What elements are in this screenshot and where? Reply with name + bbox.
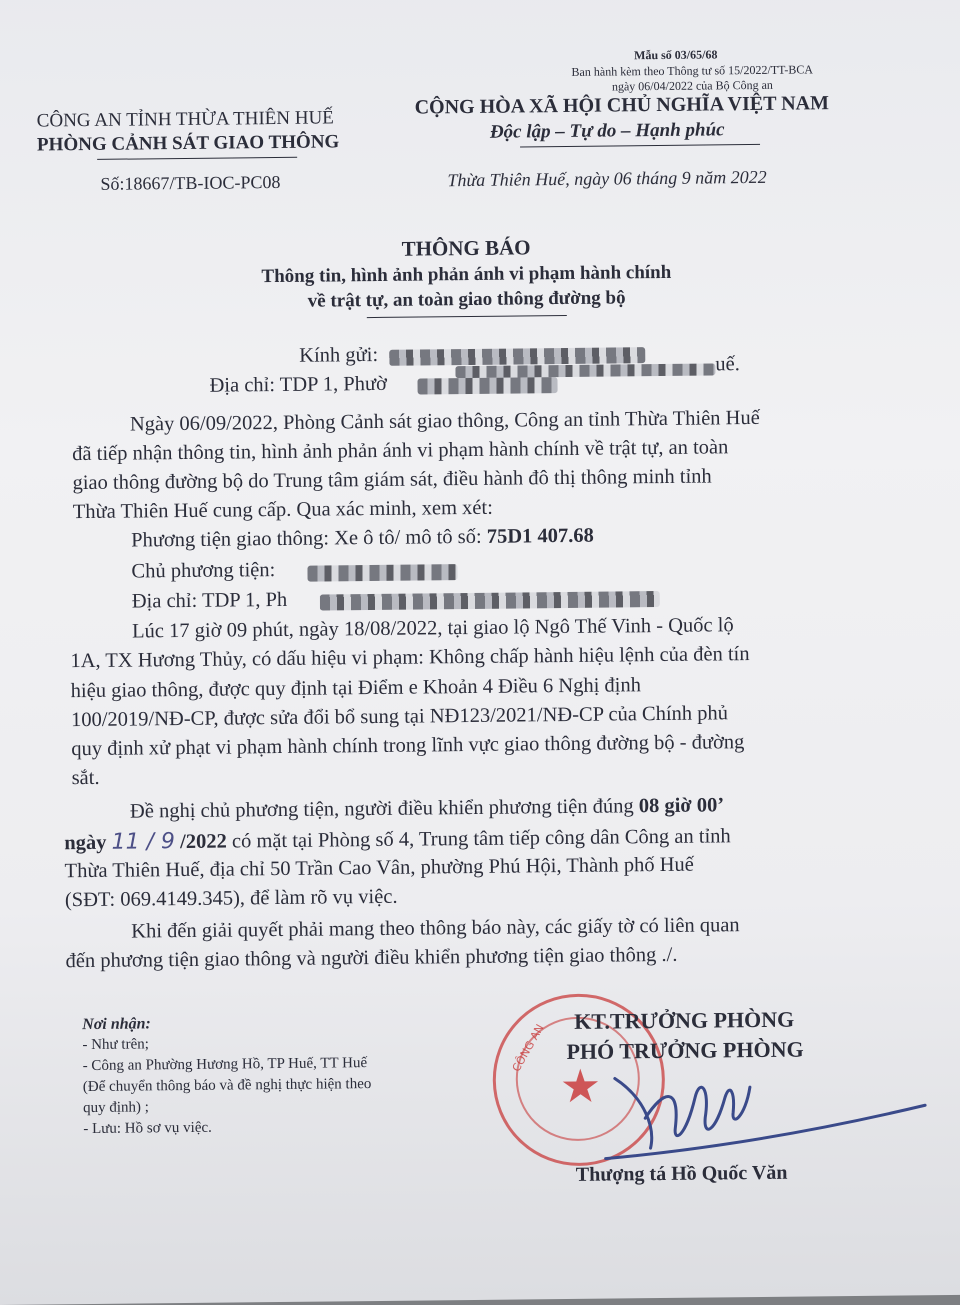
seal-text: CÔNG AN: [509, 1022, 547, 1074]
handwritten-date: 11 / 9: [111, 829, 176, 855]
year-value: /2022: [179, 830, 227, 854]
recipients-label: Nơi nhận:: [82, 1015, 151, 1034]
redacted-name: [389, 347, 645, 366]
form-note-line-2: ngày 06/04/2022 của Bộ Công an: [611, 77, 773, 94]
signature-title-1: KT.TRƯỞNG PHÒNG: [574, 1006, 795, 1034]
vehicle-label: Phương tiện giao thông: Xe ô tô/ mô tô số:: [131, 525, 482, 552]
appointment-date-line: [64, 823, 731, 855]
seal-star-icon: ★: [559, 1058, 602, 1114]
body-text: Lúc 17 giờ 09 phút, ngày 18/08/2022, tại giao lộ Ngô Thế Vinh - Quốc lộ: [131, 614, 734, 643]
recipients-block: [82, 1011, 372, 1140]
redacted-name-2: [455, 363, 715, 378]
document-number: Số:18667/TB-IOC-PC08: [100, 171, 281, 194]
body-text: Thừa Thiên Huế cung cấp. Qua xác minh, xem xét:: [72, 496, 493, 524]
signer-name: Thượng tá Hồ Quốc Văn: [575, 1161, 788, 1186]
form-note: [522, 62, 862, 96]
appointment-time: 08 giờ 00’: [638, 794, 725, 818]
document-title: THÔNG BÁO: [401, 235, 531, 261]
owner-address: Địa chỉ: TDP 1, Ph: [131, 588, 288, 613]
redacted-owner-address: [320, 591, 660, 611]
body-text: Thừa Thiên Huế, địa chỉ 50 Trần Cao Vân, phường Phú Hội, Thành phố Huế: [64, 853, 694, 883]
addressee-address: Địa chỉ: TDP 1, Phườ: [209, 372, 388, 397]
handwritten-signature: [585, 1055, 946, 1169]
body-text: Ngày 06/09/2022, Phòng Cảnh sát giao thông, Công an tỉnh Thừa Thiên Huế: [129, 406, 760, 436]
body-text: quy định xử phạt vi phạm hành chính trong lĩnh vực giao thông đường bộ - đường: [71, 731, 745, 761]
appointment-line: [130, 794, 724, 823]
license-plate: 75D1 407.68: [486, 524, 594, 548]
body-text: sắt.: [71, 766, 100, 790]
form-code: Mẫu số 03/65/68: [634, 47, 718, 63]
addressee-label: Kính gửi:: [299, 343, 379, 367]
motto-underline: [520, 144, 760, 148]
recipient-item: - Lưu: Hồ sơ vụ việc.: [83, 1119, 212, 1138]
addressee-suffix: uế.: [715, 353, 740, 376]
body-text: (SĐT: 069.4149.345), để làm rõ vụ việc.: [64, 885, 398, 912]
signature-title-2: PHÓ TRƯỞNG PHÒNG: [566, 1036, 804, 1065]
recipient-item: quy định) ;: [83, 1099, 150, 1117]
form-note-line-1: Ban hành kèm theo Thông tư số 15/2022/TT-BCA: [571, 62, 814, 79]
nation-name: CỘNG HÒA XÃ HỘI CHỦ NGHĨA VIỆT NAM: [414, 92, 830, 119]
document-subtitle-2: về trật tự, an toàn giao thông đường bộ: [307, 287, 626, 312]
motto: Độc lập – Tự do – Hạnh phúc: [489, 119, 725, 143]
body-text: hiệu giao thông, được quy định tại Điểm e Khoản 4 Điều 6 Nghị định: [70, 674, 642, 703]
redacted-address: [417, 377, 557, 394]
recipient-item: (Để chuyển thông báo và đề nghị thực hiện theo: [82, 1076, 372, 1096]
body-text: giao thông đường bộ do Trung tâm giám sát, điều hành đô thị thông minh tỉnh: [72, 465, 712, 495]
body-text: đã tiếp nhận thông tin, hình ảnh phản ánh vi phạm hành chính về trật tự, an toàn: [72, 436, 729, 466]
body-text: 100/2019/NĐ-CP, được sửa đổi bổ sung tại NĐ123/2021/NĐ-CP của Chính phủ: [70, 702, 729, 732]
redacted-owner: [307, 564, 457, 582]
day-label: ngày: [64, 831, 107, 855]
agency-parent: CÔNG AN TỈNH THỪA THIÊN HUẾ: [36, 107, 334, 132]
title-underline: [367, 315, 567, 318]
body-text: Khi đến giải quyết phải mang theo thông báo này, các giấy tờ có liên quan: [131, 914, 740, 943]
body-text: đến phương tiện giao thông và người điều khiển phương tiện giao thông ./.: [65, 943, 678, 973]
body-text: 1A, TX Hương Thủy, có dấu hiệu vi phạm: Không chấp hành hiệu lệnh của đèn tín: [70, 643, 750, 673]
recipient-item: - Công an Phường Hương Hồ, TP Huế, TT Huế: [82, 1055, 368, 1075]
body-text: có mặt tại Phòng số 4, Trung tâm tiếp công dân Công an tỉnh: [231, 825, 731, 853]
body-text: Đề nghị chủ phương tiện, người điều khiển phương tiện đúng: [129, 795, 634, 823]
agency-underline: [97, 157, 297, 160]
document-subtitle-1: Thông tin, hình ảnh phản ánh vi phạm hành chính: [261, 261, 672, 288]
recipient-item: - Như trên;: [82, 1036, 149, 1054]
agency-name: PHÒNG CẢNH SÁT GIAO THÔNG: [36, 131, 340, 156]
vehicle-line: [131, 525, 594, 553]
date-line: Thừa Thiên Huế, ngày 06 tháng 9 năm 2022: [447, 166, 767, 191]
owner-label: Chủ phương tiện:: [131, 559, 276, 583]
